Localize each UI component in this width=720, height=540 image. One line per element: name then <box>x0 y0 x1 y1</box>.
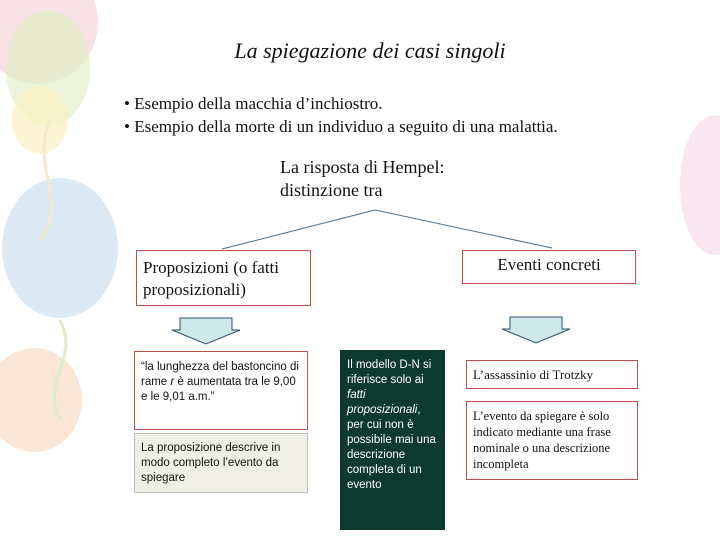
trotzky-example-box: L’assassinio di Trotzky <box>466 360 638 389</box>
dn-note-text-end: , per cui non è possibile mai una descrizione completa di un evento <box>347 404 436 491</box>
hempel-heading <box>280 156 444 202</box>
hempel-line-2: distinzione tra <box>280 180 383 200</box>
quote-example-box <box>134 351 308 430</box>
bullet-list <box>124 92 558 138</box>
quote-text: “la lunghezza del bastoncino di rame <box>141 361 299 388</box>
quote-variable: r <box>170 376 175 388</box>
concrete-events-box: Eventi concreti <box>462 250 636 284</box>
event-description-box: L’evento da spiegare è solo indicato mediante una frase nominale o una descrizione incompleta <box>466 401 638 480</box>
propositions-box: Proposizioni (o fatti proposizionali) <box>136 250 311 306</box>
proposition-description-box: La proposizione descrive in modo completo l’evento da spiegare <box>134 433 308 493</box>
quote-text-end: è aumentata tra le 9,00 e le 9,01 a.m.” <box>141 376 296 403</box>
connector-line-left <box>222 210 375 249</box>
dn-model-note <box>340 350 445 530</box>
connector-line-right <box>375 210 552 248</box>
bullet-item: • Esempio della morte di un individuo a seguito di una malattia. <box>124 115 558 138</box>
dn-note-emphasis: fatti proposizionali <box>347 389 418 416</box>
down-arrow-right-icon <box>502 317 570 343</box>
hempel-line-1: La risposta di Hempel: <box>280 157 445 177</box>
down-arrow-left-icon <box>172 318 240 344</box>
dn-note-text: Il modello D-N si riferisce solo ai <box>347 359 432 386</box>
bullet-item: • Esempio della macchia d’inchiostro. <box>124 92 558 115</box>
slide-title: La spiegazione dei casi singoli <box>234 38 506 63</box>
